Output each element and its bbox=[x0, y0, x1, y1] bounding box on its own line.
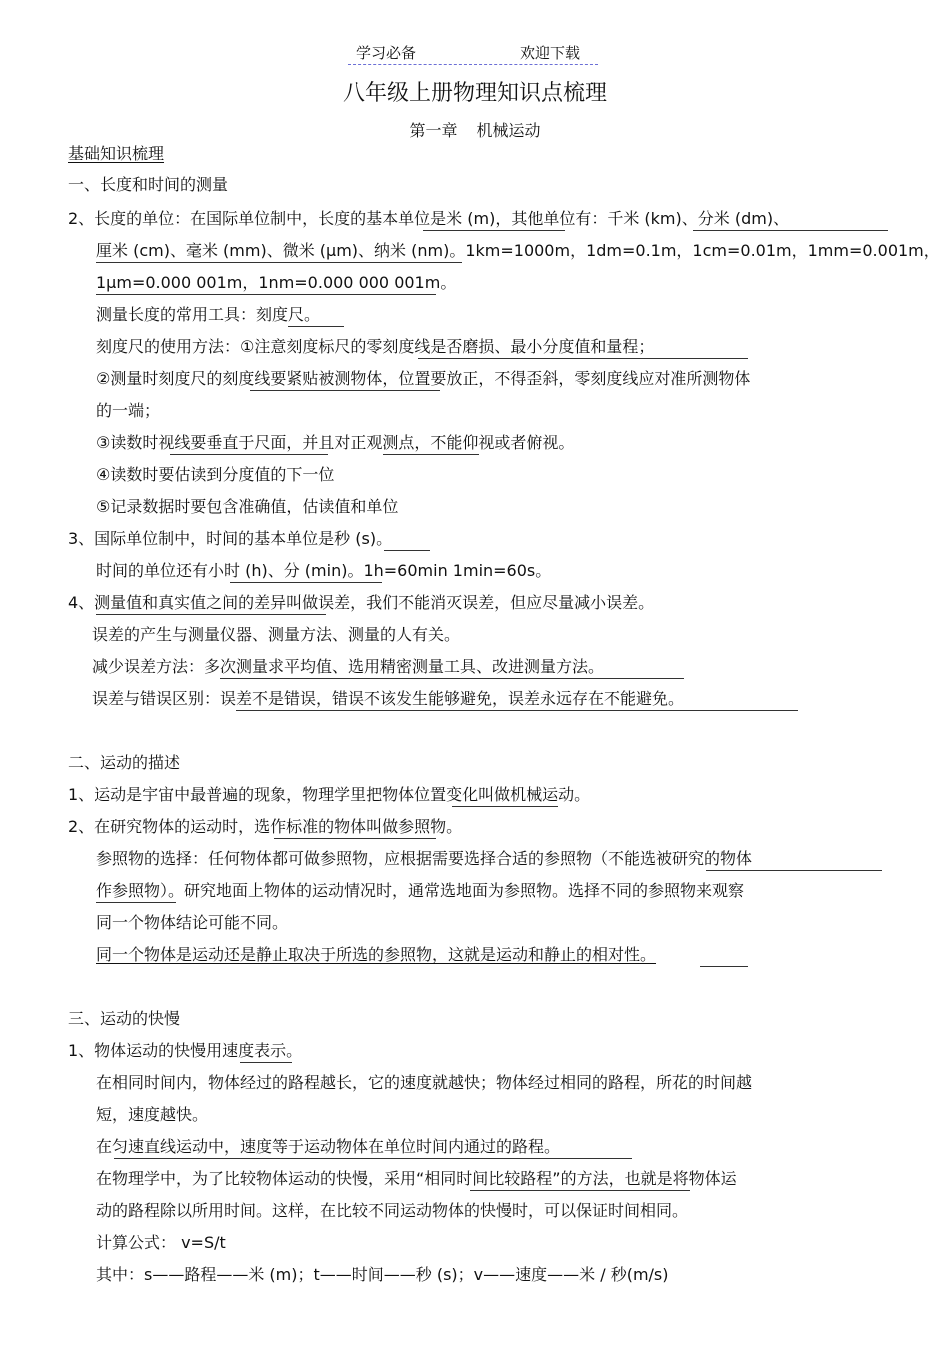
heading-motion-speed: 三、运动的快慢 bbox=[68, 1009, 181, 1028]
text-line: 4、测量值和真实值之间的差异叫做误差，我们不能消灭误差，但应尽量减小误差。 bbox=[68, 593, 655, 612]
text-line: 1、物体运动的快慢用速度表示。 bbox=[68, 1041, 303, 1060]
text-line: 其中：s——路程——米 (m)；t——时间——秒 (s)；v——速度——米 / 秒(m/s) bbox=[96, 1265, 669, 1284]
blank-underline bbox=[288, 326, 344, 327]
blank-underline bbox=[418, 358, 748, 359]
text-line: 同一个物体结论可能不同。 bbox=[96, 913, 289, 932]
text-line: 在匀速直线运动中，速度等于运动物体在单位时间内通过的路程。 bbox=[96, 1137, 561, 1156]
blank-underline bbox=[114, 1158, 632, 1159]
text-line: 计算公式： v=S/t bbox=[96, 1233, 226, 1252]
text-line: ⑤记录数据时要包含准确值，估读值和单位 bbox=[96, 497, 399, 516]
text-line: ②测量时刻度尺的刻度线要紧贴被测物体，位置要放正，不得歪斜，零刻度线应对准所测物体 bbox=[96, 369, 751, 388]
page-header bbox=[348, 40, 598, 65]
document-title: 八年级上册物理知识点梳理 bbox=[342, 81, 607, 106]
blank-underline bbox=[706, 870, 882, 871]
text-line: 的一端； bbox=[96, 401, 161, 420]
blank-underline bbox=[452, 806, 558, 807]
text-line: 同一个物体是运动还是静止取决于所选的参照物，这就是运动和静止的相对性。 bbox=[96, 945, 657, 964]
blank-underline bbox=[693, 230, 888, 231]
text-line: 厘米 (cm)、毫米 (mm)、微米 (μm)、纳米 (nm)。1km=1000m，1dm=0.1m，1cm=0.01m，1mm=0.001m， bbox=[96, 241, 940, 260]
text-line: 时间的单位还有小时 (h)、分 (min)。1h=60min 1min=60s。 bbox=[96, 561, 552, 580]
text-line: 刻度尺的使用方法：①注意刻度标尺的零刻度线是否磨损、最小分度值和量程； bbox=[96, 337, 655, 356]
text-line: 在物理学中，为了比较物体运动的快慢，采用“相同时间比较路程”的方法，也就是将物体运 bbox=[96, 1169, 737, 1188]
text-line: 误差与错误区别：误差不是错误，错误不该发生能够避免，误差永远存在不能避免。 bbox=[92, 689, 685, 708]
blank-underline bbox=[230, 582, 382, 583]
blank-underline bbox=[96, 294, 436, 295]
blank-underline bbox=[220, 678, 684, 679]
text-line: 减少误差方法：多次测量求平均值、选用精密测量工具、改进测量方法。 bbox=[92, 657, 605, 676]
header-left-text: 学习必备 bbox=[356, 44, 417, 62]
blank-underline bbox=[96, 902, 176, 903]
text-line: 2、长度的单位：在国际单位制中，长度的基本单位是米 (m)，其他单位有：千米 (km)、分米 (dm)、 bbox=[68, 209, 790, 228]
blank-underline bbox=[274, 838, 436, 839]
text-line: 1μm=0.000 001m，1nm=0.000 000 001m。 bbox=[96, 273, 457, 292]
text-line: 2、在研究物体的运动时，选作标准的物体叫做参照物。 bbox=[68, 817, 463, 836]
text-line: ④读数时要估读到分度值的下一位 bbox=[96, 465, 335, 484]
text-line: 3、国际单位制中，时间的基本单位是秒 (s)。 bbox=[68, 529, 393, 548]
text-line: 动的路程除以所用时间。这样，在比较不同运动物体的快慢时，可以保证时间相同。 bbox=[96, 1201, 689, 1220]
chapter-heading: 第一章 机械运动 bbox=[409, 121, 541, 140]
header-right-text: 欢迎下载 bbox=[520, 44, 581, 62]
text-line: 参照物的选择：任何物体都可做参照物，应根据需要选择合适的参照物（不能选被研究的物体 bbox=[96, 849, 753, 868]
text-line: ③读数时视线要垂直于尺面，并且对正观测点，不能仰视或者俯视。 bbox=[96, 433, 575, 452]
section-basic-knowledge: 基础知识梳理 bbox=[68, 144, 165, 163]
blank-underline bbox=[240, 1062, 292, 1063]
text-line: 测量长度的常用工具：刻度尺。 bbox=[96, 305, 321, 324]
blank-underline bbox=[423, 230, 565, 231]
text-line: 在相同时间内，物体经过的路程越长，它的速度就越快；物体经过相同的路程，所花的时间越 bbox=[96, 1073, 753, 1092]
blank-underline bbox=[470, 1190, 690, 1191]
text-line: 1、运动是宇宙中最普遍的现象，物理学里把物体位置变化叫做机械运动。 bbox=[68, 785, 591, 804]
blank-underline bbox=[384, 550, 430, 551]
blank-underline bbox=[383, 454, 479, 455]
blank-underline bbox=[96, 614, 326, 615]
heading-length-time: 一、长度和时间的测量 bbox=[68, 175, 229, 194]
heading-motion-description: 二、运动的描述 bbox=[68, 753, 181, 772]
text-line: 短，速度越快。 bbox=[96, 1105, 209, 1124]
blank-underline bbox=[170, 454, 328, 455]
text-line: 误差的产生与测量仪器、测量方法、测量的人有关。 bbox=[92, 625, 461, 644]
blank-underline bbox=[96, 262, 462, 263]
text-line: 作参照物）。研究地面上物体的运动情况时，通常选地面为参照物。选择不同的参照物来观察 bbox=[96, 881, 745, 900]
blank-underline bbox=[700, 966, 748, 967]
blank-underline bbox=[236, 710, 798, 711]
blank-underline bbox=[250, 390, 440, 391]
